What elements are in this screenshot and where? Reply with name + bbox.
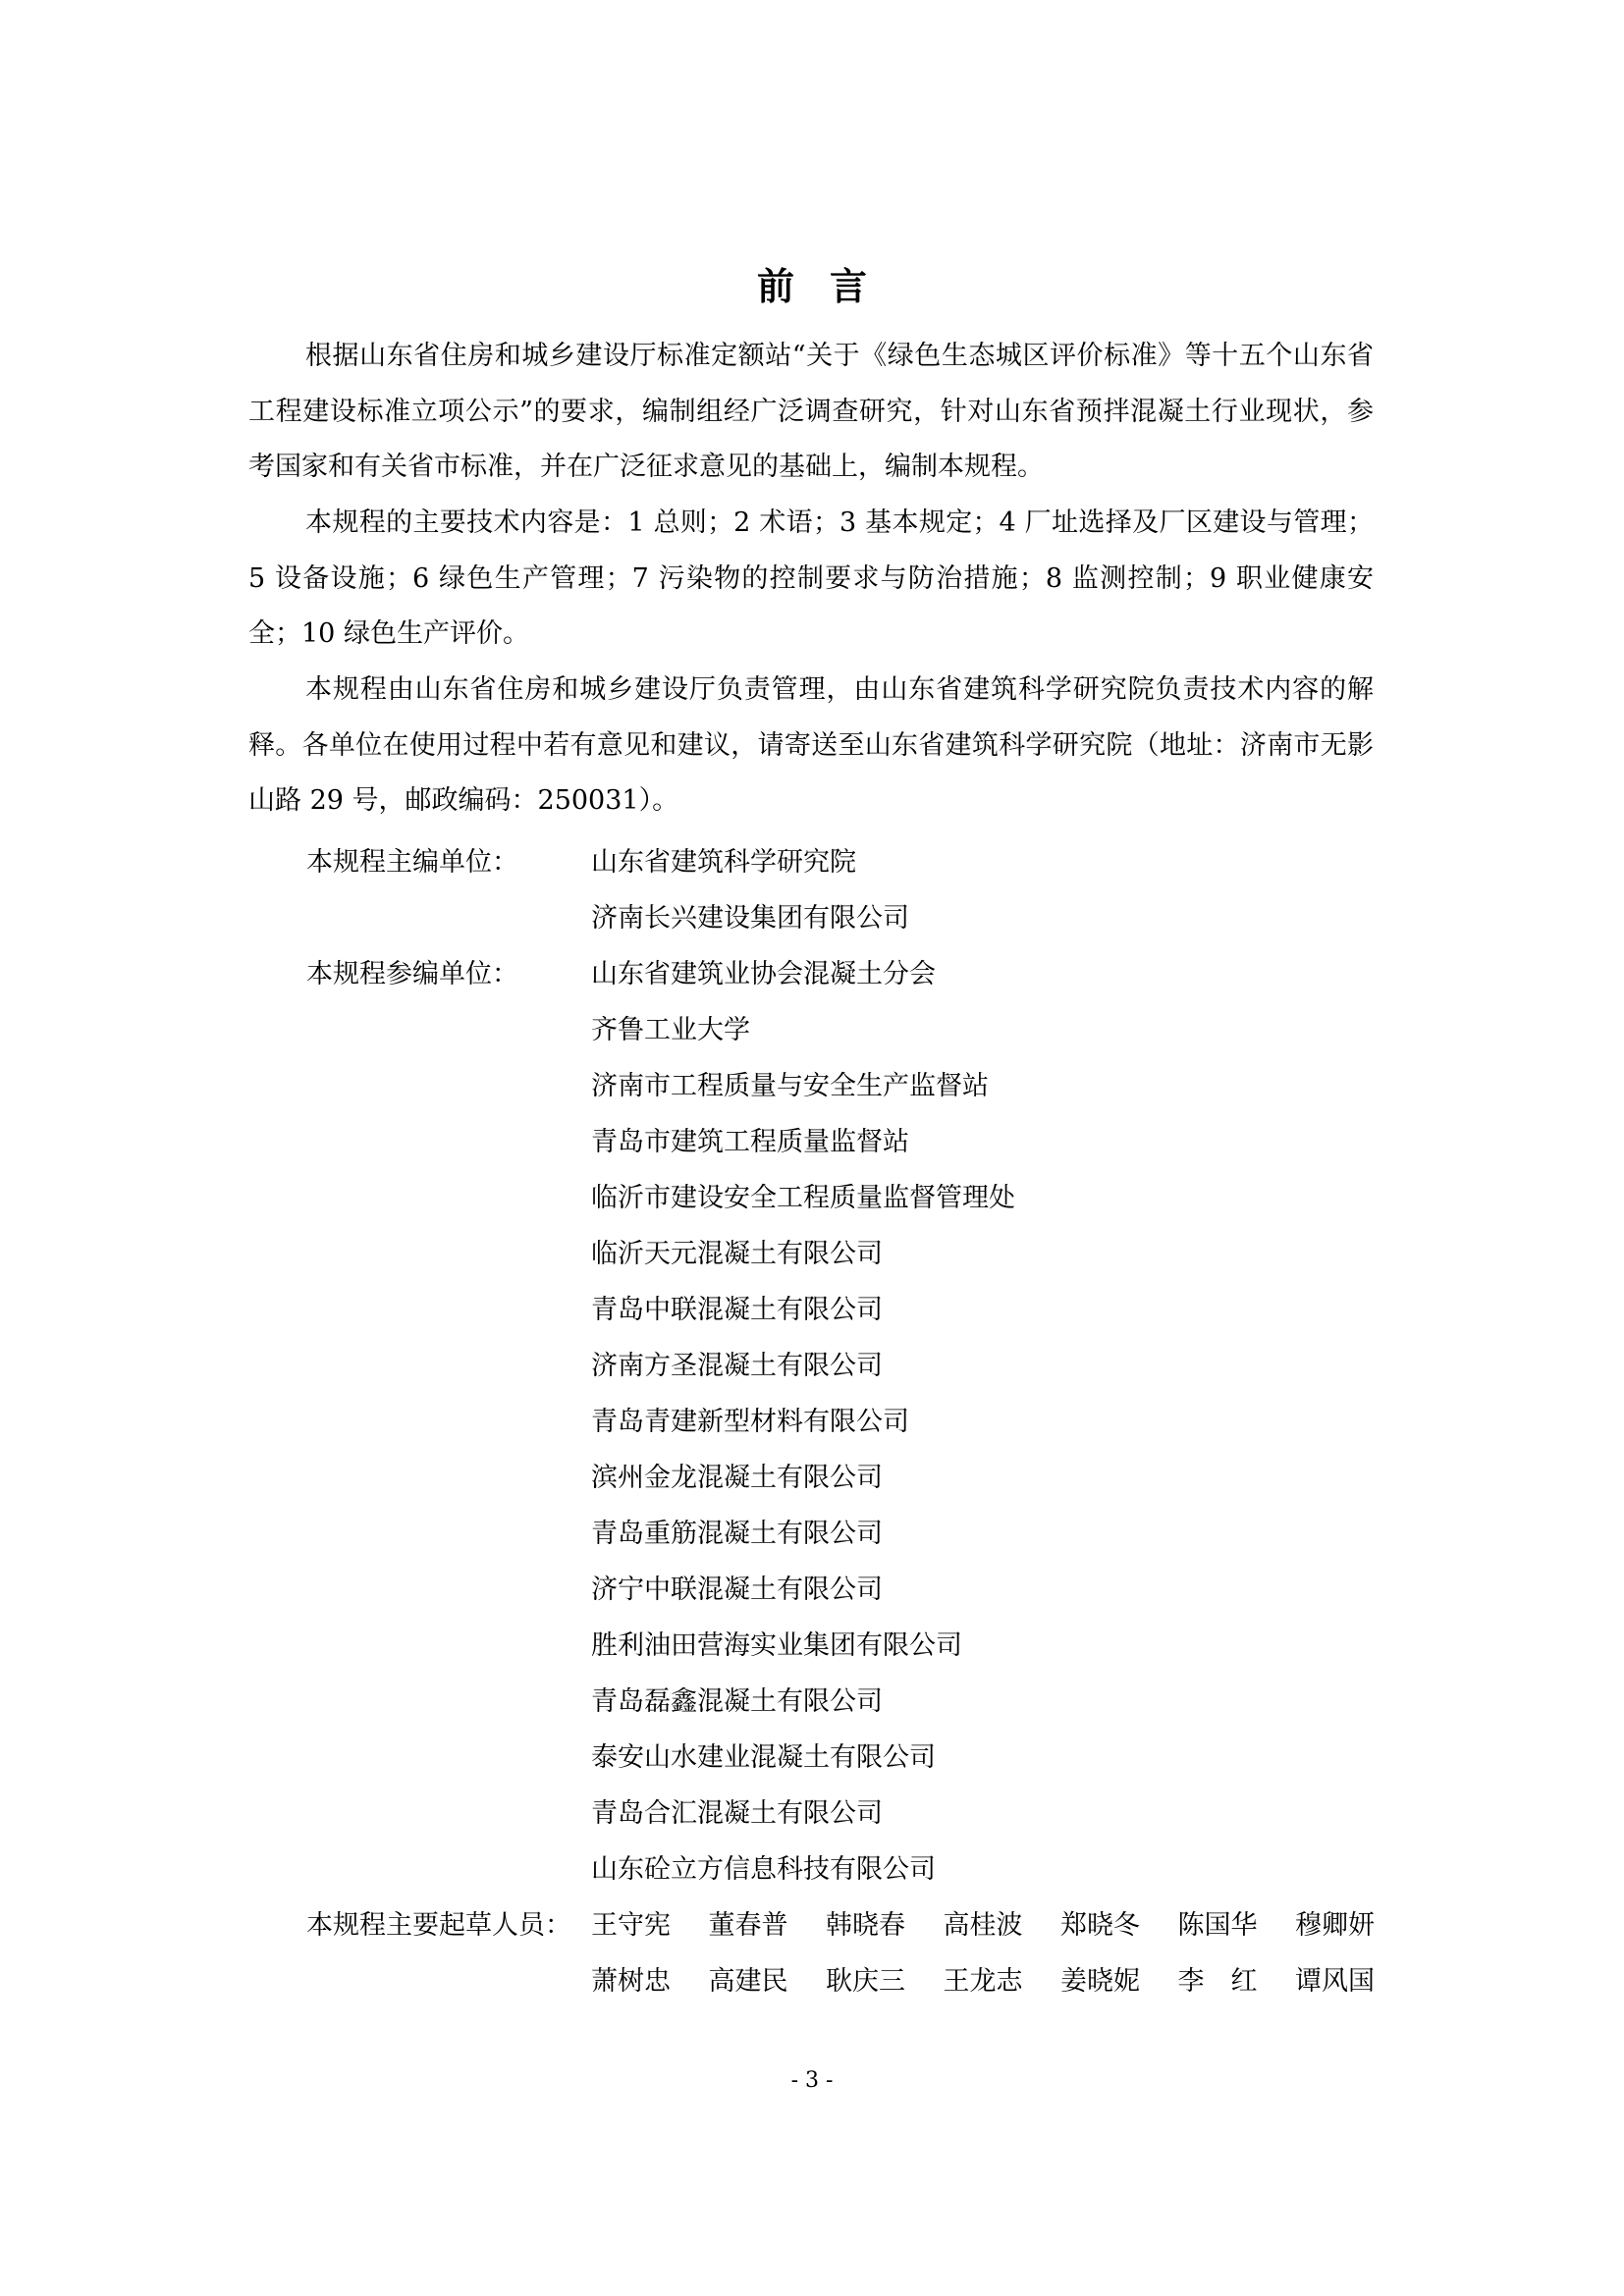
co-editor-label: 本规程参编单位： [306,959,518,989]
drafters-label: 本规程主要起草人员： [306,1910,571,1941]
chief-editor-unit: 济南长兴建设集团有限公司 [591,903,909,934]
drafters-names-row-2 [591,1962,1375,2002]
drafter-name: 高桂波 [943,1910,1023,1941]
drafter-name: 姜晓妮 [1060,1966,1140,1997]
drafter-name: 谭风国 [1295,1966,1375,1997]
co-editor-unit: 青岛市建筑工程质量监督站 [591,1127,909,1157]
chief-editor-unit: 山东省建筑科学研究院 [591,847,856,878]
management-paragraph: 本规程由山东省住房和城乡建设厅负责管理，由山东省建筑科学研究院负责技术内容的解释。各单位在使用过程中若有意见和建议，请寄送至山东省建筑科学研究院（地址：济南市无影山路 29 号，邮政编码：250031）。 [248,674,1374,816]
co-editor-unit: 胜利油田营海实业集团有限公司 [591,1630,962,1661]
co-editor-unit: 山东省建筑业协会混凝土分会 [591,959,936,989]
co-editor-unit: 滨州金龙混凝土有限公司 [591,1463,883,1493]
co-editor-unit: 临沂市建设安全工程质量监督管理处 [591,1183,1015,1213]
drafter-name: 高建民 [708,1966,788,1997]
drafter-name: 韩晓春 [826,1910,905,1941]
page-number: - 3 - [790,2068,834,2093]
co-editor-unit: 山东砼立方信息科技有限公司 [591,1854,936,1885]
co-editor-unit: 青岛合汇混凝土有限公司 [591,1798,883,1829]
drafters-names-row-1 [591,1906,1375,1946]
drafter-name: 耿庆三 [826,1966,905,1997]
co-editor-unit: 济宁中联混凝土有限公司 [591,1575,883,1605]
co-editor-unit: 泰安山水建业混凝土有限公司 [591,1742,936,1773]
drafter-name: 郑晓冬 [1060,1910,1140,1941]
co-editor-unit: 青岛青建新型材料有限公司 [591,1407,909,1437]
drafter-name: 陈国华 [1177,1910,1258,1941]
co-editor-unit: 济南市工程质量与安全生产监督站 [591,1071,989,1101]
drafter-name: 李 红 [1177,1966,1258,1997]
co-editor-unit: 青岛重筋混凝土有限公司 [591,1519,883,1549]
drafter-name: 穆卿妍 [1295,1910,1375,1941]
co-editor-unit: 临沂天元混凝土有限公司 [591,1239,883,1269]
co-editor-unit: 济南方圣混凝土有限公司 [591,1351,883,1381]
content-paragraph: 本规程的主要技术内容是：1 总则；2 术语；3 基本规定；4 厂址选择及厂区建设与管理；5 设备设施；6 绿色生产管理；7 污染物的控制要求与防治措施；8 监测控制；9 职业健康安全；10 绿色生产评价。 [248,507,1374,649]
drafter-name: 董春普 [708,1910,788,1941]
drafter-name: 萧树忠 [591,1966,671,1997]
co-editor-unit: 青岛磊鑫混凝土有限公司 [591,1686,883,1717]
chief-editor-label: 本规程主编单位： [306,847,518,878]
drafter-name: 王守宪 [591,1910,671,1941]
co-editor-unit: 青岛中联混凝土有限公司 [591,1295,883,1325]
page-title: 前言 [756,265,902,308]
co-editor-unit: 齐鲁工业大学 [591,1015,750,1045]
intro-paragraph: 根据山东省住房和城乡建设厅标准定额站“关于《绿色生态城区评价标准》等十五个山东省工程建设标准立项公示”的要求，编制组经广泛调查研究，针对山东省预拌混凝土行业现状，参考国家和有关省市标准，并在广泛征求意见的基础上，编制本规程。 [248,341,1374,482]
drafter-name: 王龙志 [943,1966,1023,1997]
